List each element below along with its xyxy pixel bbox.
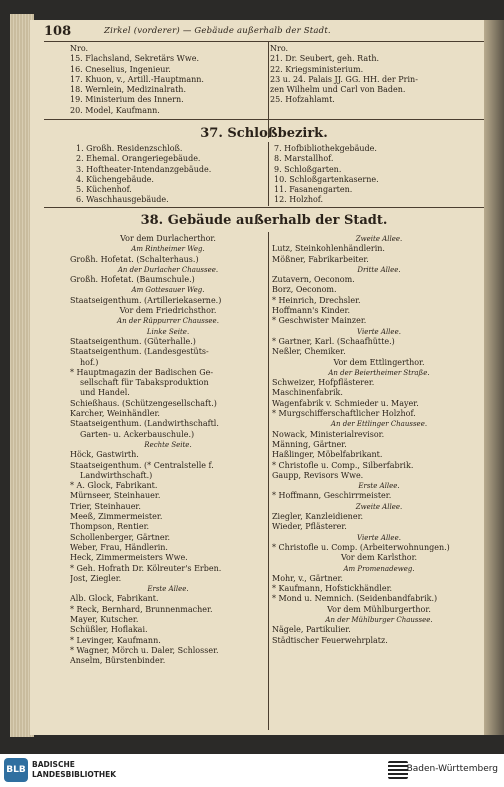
page-number: 108 [44,24,72,39]
list-item: 7. Hofbibliothekgebäude. [274,144,377,153]
street-heading: An der Durlacher Chaussee. [117,265,219,274]
list-item: 2. Ehemal. Orangeriegebäude. [76,154,201,164]
list-item: Ziegler, Kanzleidiener. [272,512,364,522]
subsection-heading: Vor dem Mühlburgerthor. [327,604,431,614]
column-rule [268,142,269,206]
list-item: Borz, Oeconom. [272,285,337,295]
list-item: 16. Cneselius, Ingenieur. [70,64,171,74]
list-item: Zutavern, Oeconom. [272,275,355,285]
list-item: Jost, Ziegler. [70,573,122,583]
list-item: 8. Marstallhof. [274,154,334,164]
list-item: 15. Flachsland, Sekretärs Wwe. [70,54,199,64]
street-heading: Zweite Allee. [355,235,403,243]
list-item: Weber, Frau, Händlerin. [70,542,168,552]
top-right-list [270,44,484,106]
list-item: 10. Schloßgartenkaserne. [274,174,379,184]
library-name: BADISCHE LANDESBIBLIOTHEK [32,760,117,779]
book-page [30,20,500,735]
section-rule [44,119,484,120]
section-38-right-column [272,234,486,646]
list-item: * Reck, Bernhard, Brunnenmacher. [70,604,213,614]
list-item: Staatseigenthum. (Landesgestüts- [70,347,209,357]
street-heading: Erste Allee. [358,482,400,491]
list-item: und Handel. [80,388,130,398]
list-item: 9. Schloßgarten. [274,164,342,174]
list-item: Mößner, Fabrikarbeiter. [272,254,369,264]
list-item: * Mond u. Nemnich. (Seidenbandfabrik.) [272,594,438,604]
list-item: 17. Khuon, v., Artill.-Hauptmann. [70,74,204,84]
list-item: Lutz, Steinkohlenhändlerin. [272,244,385,254]
list-item: Hoffmann's Kinder. [272,306,351,316]
street-heading: An der Rüppurrer Chaussee. [117,317,219,326]
list-item: 3. Hoftheater-Intendanzgebäude. [76,164,212,174]
list-item: * Geh. Hofrath Dr. Kölreuter's Erben. [70,563,222,573]
list-item: Staatseigenthum. (Landwirthschaftl. [70,419,219,429]
list-item: Thompson, Rentier. [70,522,150,532]
running-title: Zirkel (vorderer) — Gebäude außerhalb der Stadt. [104,26,331,36]
list-item: Großh. Hofetat. (Baumschule.) [70,275,195,285]
list-item: Meeß, Zimmermeister. [70,512,163,522]
section-37-right-list [274,144,484,206]
state-name: Baden-Württemberg [406,764,498,774]
list-item: zen Wilhelm und Carl von Baden. [270,85,406,95]
list-item: * A. Glock, Fabrikant. [70,481,158,491]
list-item: 1. Großh. Residenzschloß. [76,144,183,153]
top-left-list [70,44,270,116]
list-item: * Kaufmann, Hofstickhändler. [272,584,393,594]
street-heading: Zweite Allee. [355,502,403,511]
street-heading: An der Ettlinger Chaussee. [330,420,428,429]
list-item: 21. Dr. Seubert, geh. Rath. [270,54,380,64]
street-heading: Erste Allee. [147,585,189,594]
list-item: Staatseigenthum. (Artilleriekaserne.) [70,295,222,305]
binding-shadow [484,20,504,735]
list-item: * Hoffmann, Geschirrmeister. [272,491,392,501]
list-item: Staatseigenthum. (* Centralstelle f. [70,460,214,470]
list-item: * Christofle u. Comp. (Arbeiterwohnungen.) [272,542,450,552]
street-heading: An der Beiertheimer Straße. [328,368,430,377]
street-heading: Am Promenadeweg. [343,564,415,573]
state-crest-icon [388,761,408,779]
list-item: 4. Küchengebäude. [76,174,154,184]
list-item: 11. Fasanengarten. [274,185,353,195]
list-item: hof.) [80,357,99,367]
list-item: Wieder, Pflästerer. [272,522,347,532]
street-heading: Dritte Allee. [357,265,401,274]
list-item: Anselm, Bürstenbinder. [70,656,166,666]
list-item: * Wagner, Mörch u. Daler, Schlosser. [70,645,219,655]
list-item: Schüßler, Hoflakai. [70,625,148,635]
list-item: 6. Waschhausgebäude. [76,195,169,205]
section-rule [44,207,484,208]
list-item: Nro. [70,44,89,53]
column-rule [268,232,269,730]
list-item: Mürnseer, Steinhauer. [70,491,161,501]
list-item: Alb. Glock, Fabrikant. [70,594,159,604]
list-item: sellschaft für Tabaksproduktion [80,378,209,388]
list-item: 22. Kriegsministerium. [270,64,364,74]
list-item: Mayer, Kutscher. [70,614,139,624]
list-item: Karcher, Weinhändler. [70,409,160,419]
list-item: * Geschwister Mainzer. [272,316,367,326]
column-rule [268,42,269,138]
list-item: Nägele, Partikulier. [272,625,351,635]
list-item: Staatseigenthum. (Güterhalle.) [70,336,196,346]
list-item: Trier, Steinhauer. [70,501,141,511]
list-item: 23 u. 24. Palais JJ. GG. HH. der Prin- [270,74,418,84]
section-38-left-column [70,234,266,666]
list-item: * Hauptmagazin der Badischen Ge- [70,367,214,377]
list-item: 20. Model, Kaufmann. [70,105,160,115]
street-heading: Linke Seite. [146,327,190,336]
section-37-left-list [76,144,266,206]
list-item: Städtischer Feuerwehrplatz. [272,635,388,645]
subsection-heading: Vor dem Durlacherthor. [120,234,216,243]
list-item: Heck, Zimmermeisters Wwe. [70,553,188,563]
list-item: Wagenfabrik v. Schmieder u. Mayer. [272,398,419,408]
list-item: Höck, Gastwirth. [70,450,139,460]
street-heading: Am Rintheimer Weg. [131,245,205,254]
list-item: Landwirthschaft.) [80,470,153,480]
list-item: Nro. [270,44,289,53]
list-item: 18. Wernlein, Medizinalrath. [70,85,186,95]
list-item: 5. Küchenhof. [76,185,132,195]
list-item: 12. Holzhof. [274,195,324,205]
list-item: Neßler, Chemiker. [272,347,346,357]
list-item: 19. Ministerium des Innern. [70,95,184,105]
page-header [44,24,484,40]
list-item: Mohr, v., Gärtner. [272,573,343,583]
street-heading: Rechte Seite. [144,440,192,449]
subsection-heading: Vor dem Ettlingerthor. [333,357,425,367]
blb-logo-icon: BLB [4,758,28,782]
street-heading: Vierte Allee. [357,533,401,542]
list-item: * Murgschifferschaftlicher Holzhof. [272,409,416,419]
section-37-title: 37. Schloßbezirk. [200,126,328,141]
list-item: * Gartner, Karl. (Schaafhütte.) [272,336,395,346]
list-item: Großh. Hofetat. (Schalterhaus.) [70,254,199,264]
list-item: Schießhaus. (Schützengesellschaft.) [70,398,217,408]
footer-bar [0,754,504,787]
list-item: Gaupp, Revisors Wwe. [272,470,364,480]
header-rule [44,41,484,42]
list-item: Maschinenfabrik. [272,388,343,398]
list-item: * Christofle u. Comp., Silberfabrik. [272,460,414,470]
list-item: Schollenberger, Gärtner. [70,532,171,542]
list-item: Garten- u. Ackerbauschule.) [80,429,195,439]
street-heading: Vierte Allee. [357,327,401,336]
list-item: Männing, Gärtner. [272,439,347,449]
list-item: 25. Hofzahlamt. [270,95,335,105]
section-38-title: 38. Gebäude außerhalb der Stadt. [140,213,388,228]
list-item: Nowack, Ministerialrevisor. [272,429,385,439]
subsection-heading: Vor dem Friedrichsthor. [119,306,217,316]
subsection-heading: Vor dem Karlsthor. [340,553,418,563]
street-heading: Am Gottesauer Weg. [131,286,205,295]
list-item: Schweizer, Hofpflästerer. [272,378,375,388]
street-heading: An der Mühlburger Chaussee. [325,615,433,624]
list-item: Haßlinger, Möbelfabrikant. [272,450,383,460]
list-item: * Heinrich, Drechsler. [272,295,361,305]
list-item: * Levinger, Kaufmann. [70,635,161,645]
